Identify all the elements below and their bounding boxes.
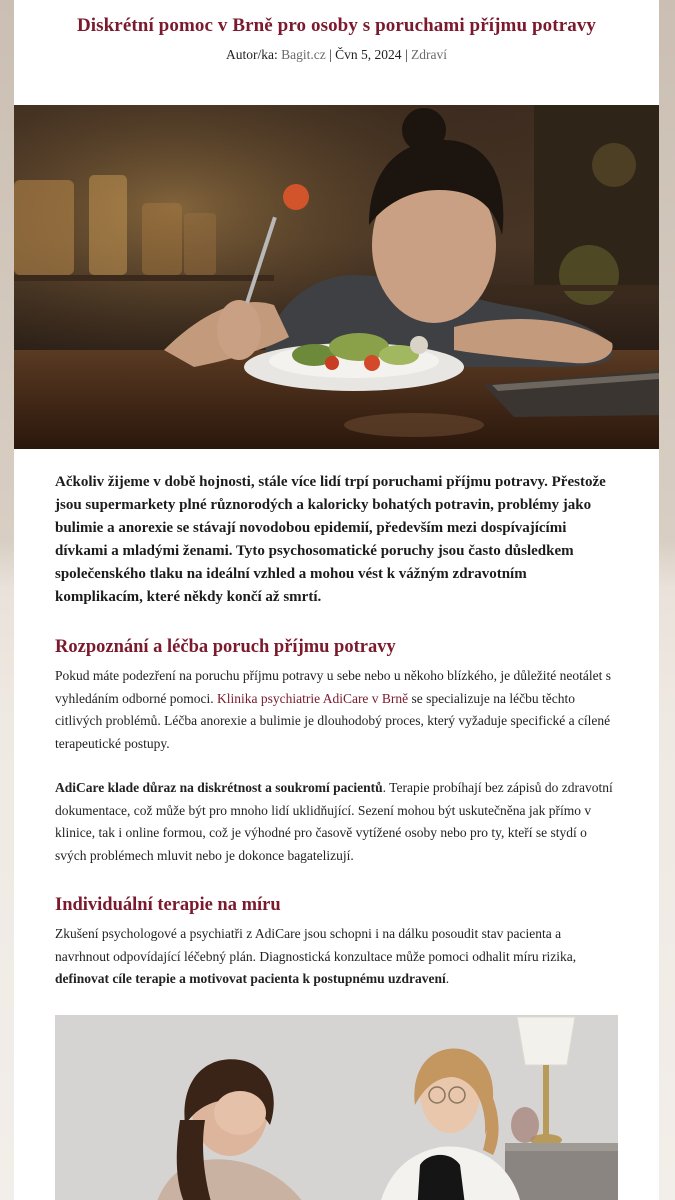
author-label: Autor/ka: [225, 47, 282, 62]
publish-date: Čvn 5, 2024 [335, 47, 402, 62]
section-heading-therapy: Individuální terapie na míru [55, 895, 281, 915]
paragraph-text: se specializuje na léčbu těchto citlivých problémů. Léčba anorexie a bulimie je dlouhodobý proces, který vyžaduje specifické a cílené terapeutické postupy. [55, 690, 611, 751]
article-card [14, 0, 659, 1200]
author-link[interactable]: Bagit.cz [281, 47, 326, 62]
therapy-session-image [55, 1015, 618, 1200]
bold-text: definovat cíle terapie a motivovat pacienta k postupnému uzdravení [55, 971, 446, 986]
paragraph-text: Zkušení psychologové a psychiatři z AdiCare jsou schopni i na dálku posoudit stav pacienta a navrhnout odpovídající léčebný plán. Diagnostická konzultace může pomoci odhalit míru rizika, [55, 926, 577, 964]
hero-illustration [14, 105, 659, 449]
meta-separator: | [325, 47, 336, 62]
category-link[interactable]: Zdraví [411, 47, 448, 62]
paragraph-text: Pokud máte podezření na poruchu příjmu potravy u sebe nebo u někoho blízkého, je důležité neotálet s vyhledáním odborné pomoci. [55, 668, 611, 706]
lead-paragraph: Ačkoliv žijeme v době hojnosti, stále více lidí trpí poruchami příjmu potravy. Přestože jsou supermarkety plné různorodých a kaloricky bohatých potravin, problémy jako bulimie a anorexie se stávají novodobou epidemií, především mezi dospívajícími dívkami a mladými ženami. Tyto psychosomatické poruchy jsou často důsledkem společenského tlaku na ideální vzhled a mohou vést k vážným zdravotním komplikacím, které někdy končí až smrtí. [55, 474, 606, 605]
page-title: Diskrétní pomoc v Brně pro osoby s poruchami příjmu potravy [76, 15, 597, 36]
paragraph-discretion [55, 777, 618, 867]
paragraph-text: . Terapie probíhají bez zápisů do zdravotní dokumentace, což může být pro mnoho lidí uklidňující. Sezení mohou být uskutečněna jak přímo v klinice, tak i online formou, což je výhodné pro časově vytížené osoby nebo pro ty, kteří se stydí o svých problémech mluvit nebo je dokonce bagatelizují. [55, 780, 613, 863]
article-body [14, 471, 659, 1200]
paragraph-text: . [445, 971, 450, 986]
bold-text: AdiCare klade důraz na diskrétnost a soukromí pacientů [55, 780, 383, 795]
article-meta [14, 47, 659, 63]
therapy-illustration [55, 1015, 618, 1200]
meta-separator: | [401, 47, 412, 62]
paragraph-diagnosis [55, 665, 618, 755]
section-heading-diagnosis: Rozpoznání a léčba poruch příjmu potravy [55, 637, 396, 657]
clinic-link[interactable]: Klinika psychiatrie AdiCare v Brně [216, 690, 409, 706]
paragraph-therapy [55, 923, 618, 991]
hero-image [14, 105, 659, 449]
